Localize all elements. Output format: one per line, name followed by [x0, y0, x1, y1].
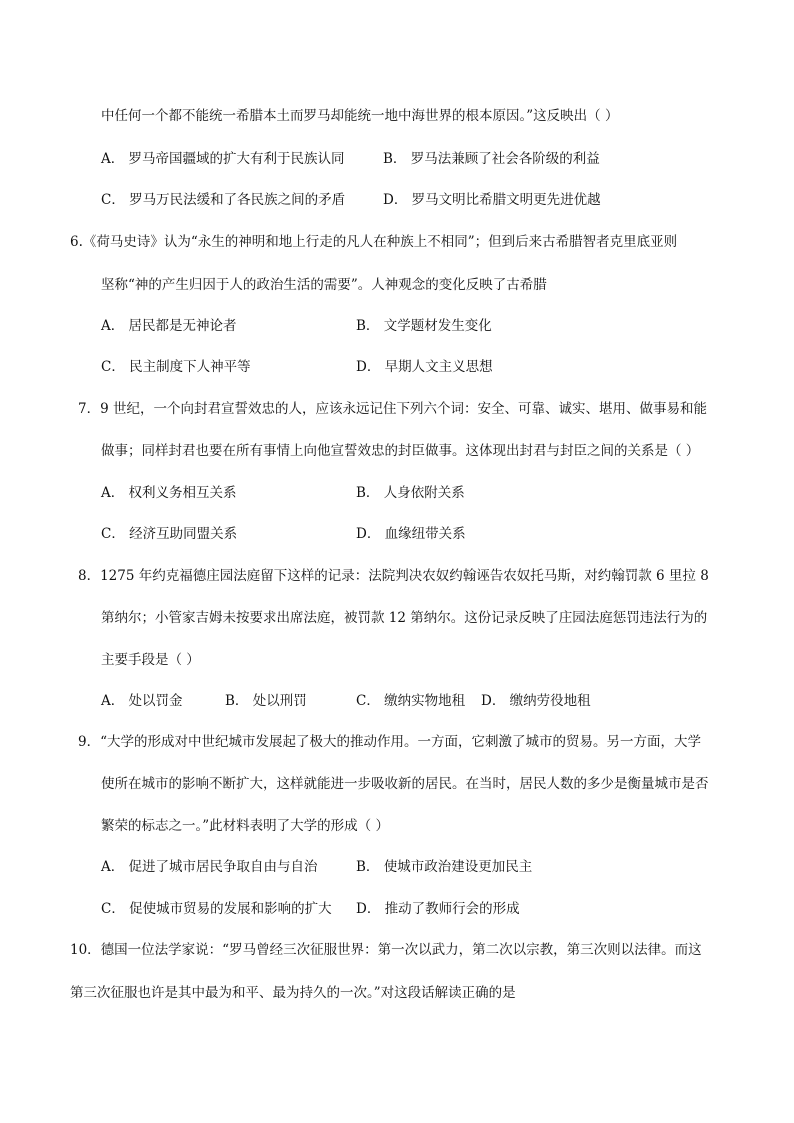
q7-option-c: C． 经济互助同盟关系 — [101, 526, 238, 542]
q6-option-b: B． 文学题材发生变化 — [356, 318, 492, 334]
q7-stem-line1: 7．9 世纪，一个向封君宣誓效忠的人，应该永远记住下列六个词：安全、可靠、诚实、堪用、做事易和能 — [78, 401, 707, 417]
q7-stem-line2: 做事；同样封君也要在所有事情上向他宣誓效忠的封臣做事。这体现出封君与封臣之间的关系是（ ） — [101, 443, 700, 459]
q8-stem-line1: 8．1275 年约克福德庄园法庭留下这样的记录：法院判决农奴约翰诬告农奴托马斯，对约翰罚款 6 里拉 8 — [78, 568, 709, 584]
q9-stem-line3: 繁荣的标志之一。”此材料表明了大学的形成（ ） — [101, 818, 389, 834]
q5-option-d: D． 罗马文明比希腊文明更先进优越 — [383, 192, 601, 208]
q9-stem-line1: 9．“大学的形成对中世纪城市发展起了极大的推动作用。一方面，它刺激了城市的贸易。另一方面，大学 — [78, 734, 701, 750]
q8-stem-line2: 第纳尔；小管家吉姆未按要求出席法庭，被罚款 12 第纳尔。这份记录反映了庄园法庭惩罚违法行为的 — [101, 610, 708, 626]
q5-option-a: A． 罗马帝国疆域的扩大有利于民族认同 — [101, 151, 345, 167]
q5-stem-tail: 中任何一个都不能统一希腊本土而罗马却能统一地中海世界的根本原因。”这反映出（ ） — [101, 108, 619, 124]
q10-stem-line2: 第三次征服也许是其中最为和平、最为持久的一次。”对这段话解读正确的是 — [70, 985, 516, 1001]
q6-option-c: C． 民主制度下人神平等 — [101, 359, 251, 375]
q9-option-b: B． 使城市政治建设更加民主 — [356, 859, 533, 875]
q6-stem-line2: 坚称“神的产生归因于人的政治生活的需要”。人神观念的变化反映了古希腊 — [101, 277, 547, 293]
q9-option-d: D． 推动了教师行会的形成 — [356, 901, 520, 917]
q8-option-a: A． 处以罚金 — [101, 693, 183, 709]
q7-option-a: A． 权利义务相互关系 — [101, 485, 237, 501]
q8-stem-line3: 主要手段是（ ） — [101, 652, 200, 668]
q9-option-a: A． 促进了城市居民争取自由与自治 — [101, 859, 318, 875]
q6-option-a: A． 居民都是无神论者 — [101, 318, 237, 334]
q8-option-b: B． 处以刑罚 — [225, 693, 307, 709]
q7-option-d: D． 血缘纽带关系 — [356, 526, 466, 542]
q8-option-d: D． 缴纳劳役地租 — [481, 693, 591, 709]
q6-stem-line1: 6.《荷马史诗》认为“永生的神明和地上行走的凡人在种族上不相同”；但到后来古希腊智者克里底亚则 — [70, 234, 678, 250]
q5-option-c: C． 罗马万民法缓和了各民族之间的矛盾 — [101, 192, 346, 208]
q9-option-c: C． 促使城市贸易的发展和影响的扩大 — [101, 901, 332, 917]
q8-option-c: C． 缴纳实物地租 — [356, 693, 466, 709]
q9-stem-line2: 使所在城市的影响不断扩大，这样就能进一步吸收新的居民。在当时，居民人数的多少是衡量城市是否 — [101, 776, 709, 792]
q6-option-d: D． 早期人文主义思想 — [356, 359, 493, 375]
q7-option-b: B． 人身依附关系 — [356, 485, 465, 501]
q5-option-b: B． 罗马法兼顾了社会各阶级的利益 — [383, 151, 600, 167]
q10-stem-line1: 10．德国一位法学家说：“罗马曾经三次征服世界：第一次以武力，第二次以宗教，第三次则以法律。而这 — [70, 942, 702, 958]
